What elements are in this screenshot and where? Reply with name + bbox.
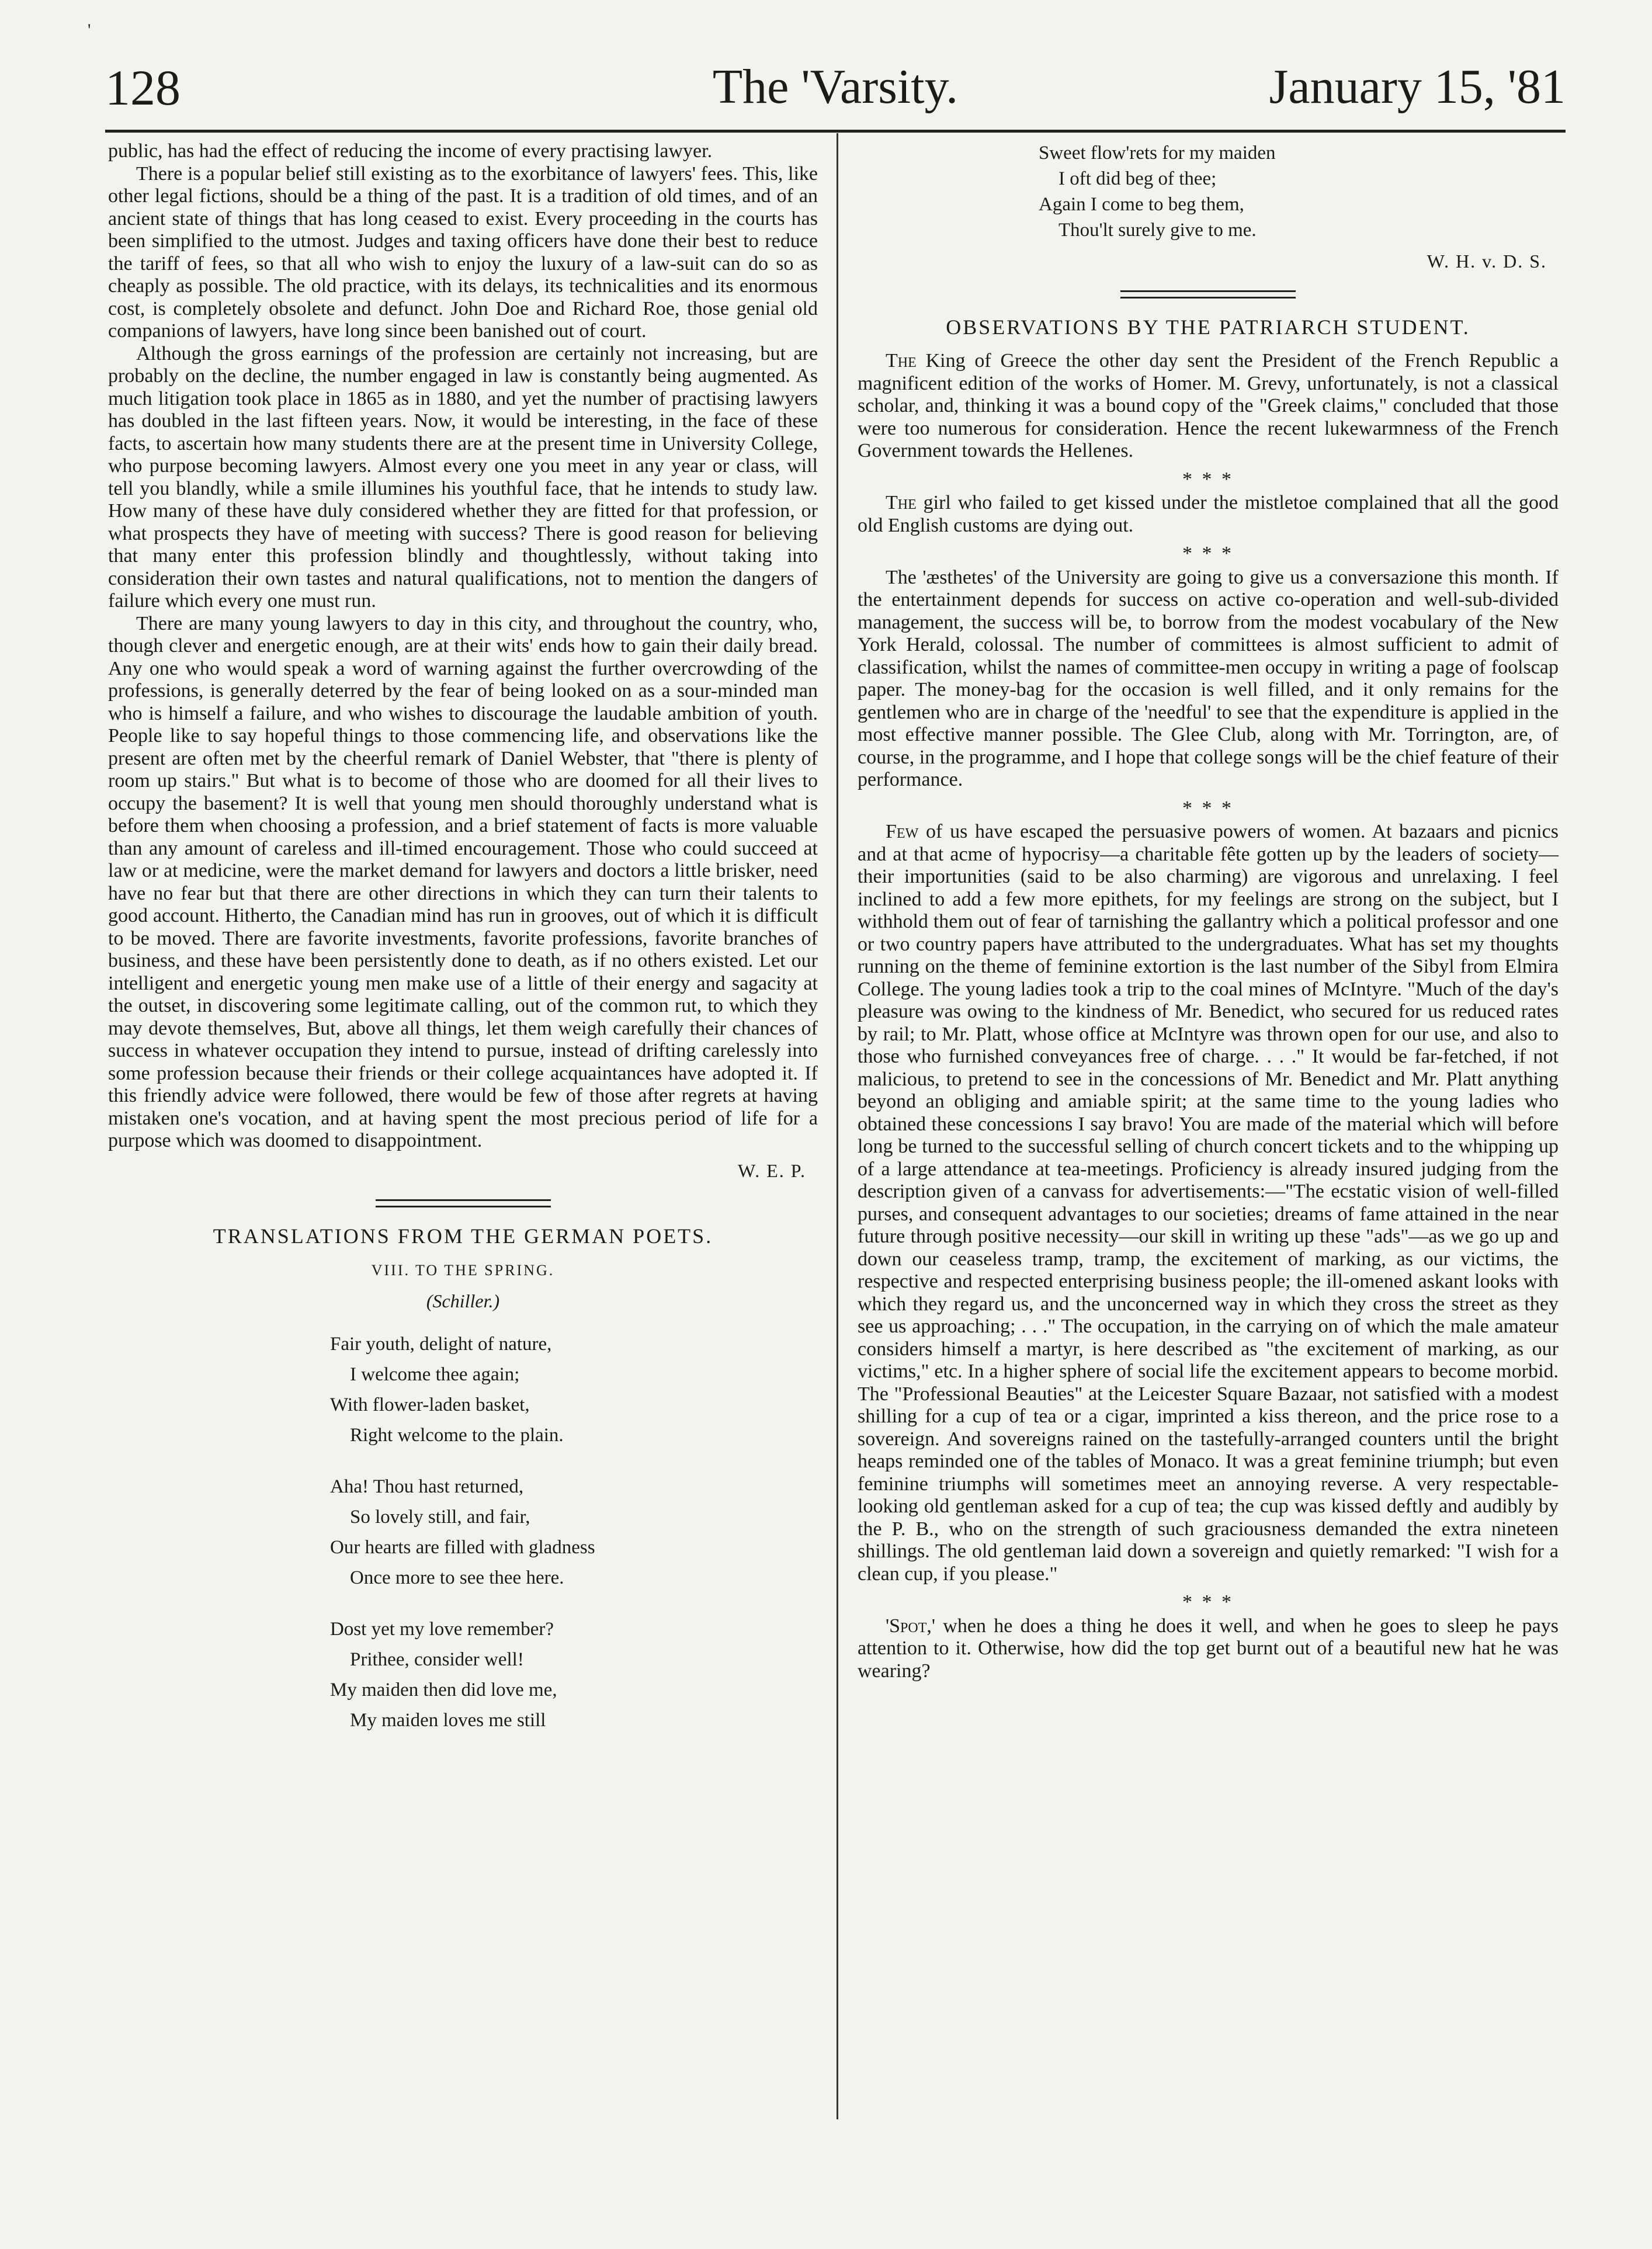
- poem-line: Thou'lt surely give to me.: [1058, 220, 1257, 241]
- observation-item: [858, 1615, 1559, 1683]
- article-paragraph: There is a popular belief still existing as to the exorbitance of lawyers' fees. This, like other legal fictions, should be a thing of the past. It is a tradition of old times, and of an ancient state of things that has long ceased to exist. Every proceeding in the courts has been simplified to the utmost. Judges and taxing officers have done their best to reduce the tariff of fees, so that all who wish to enjoy the luxury of a law-suit can do so as cheaply as possible. The old practice, with its delays, its technicalities and its enormous cost, is completely obsolete and defunct. John Doe and Richard Roe, those genial old companions of lawyers, have long since been banished out of court.: [108, 162, 818, 342]
- poem-line: Sweet flow'rets for my maiden: [1039, 143, 1276, 164]
- article-paragraph: There are many young lawyers to day in this city, and throughout the country, who, though clever and energetic enough, are at their wits' ends how to gain their daily bread. Any one who would speak a word of warning against the further overcrowding of the professions, is generally deterred by the fear of being looked on as a sour-minded man who is himself a failure, and who wishes to discourage the laudable ambition of youth. People like to say hopeful things to those commencing life, and observations like the present are often met by the cheerful remark of Daniel Webster, that "there is plenty of room up stairs." But what is to become of those who are doomed for all their lives to occupy the basement? It is well that young men should thoroughly understand what is before them when choosing a profession, and a brief statement of facts is more valuable than any amount of careless and ill-timed encouragement. Those who could succeed at law or at medicine, were the market demand for lawyers and doctors a little brisker, need have no fear but that there are other directions in which they can turn their talents to good account. Hitherto, the Canadian mind has run in grooves, out of which it is difficult to be moved. There are favorite investments, favorite professions, favorite branches of business, and these have been persistently done to death, as if no others existed. Let our intelligent and energetic young men make use of a little of their energy and sagacity at the outset, in discovering some legitimate calling, out of the common rut, to which they may devote themselves, But, above all things, let them weigh carefully their chances of success in whatever occupation they intend to pursue, instead of drifting carelessly into some profession because their friends or their college acquaintances have adopted it. If this friendly advice were followed, there would be few of those after regrets at having mistaken one's vocation, and at having spent the most precious period of life for a purpose which was doomed to disappointment.: [108, 612, 818, 1151]
- poem-line: Fair youth, delight of nature,: [330, 1333, 552, 1355]
- section-divider: [1120, 290, 1296, 299]
- observation-item: [858, 492, 1559, 537]
- poem-line: My maiden then did love me,: [330, 1679, 557, 1700]
- header-rule: [105, 130, 1566, 133]
- article-paragraph: public, has had the effect of reducing the income of every practising lawyer.: [108, 140, 713, 162]
- observation-item: [858, 350, 1559, 463]
- item-lead: Few: [886, 821, 919, 842]
- item-lead: 'Spot,': [886, 1615, 936, 1637]
- poem-line: Dost yet my love remember?: [330, 1618, 554, 1640]
- column-divider: [837, 133, 838, 2119]
- poem-continuation: [1039, 140, 1559, 243]
- masthead: [105, 58, 1566, 123]
- poem-subheading: VIII. TO THE SPRING.: [371, 1261, 555, 1279]
- asterism: * * *: [1182, 468, 1234, 490]
- poem-signature: W. H. v. D. S.: [1427, 251, 1547, 272]
- poem-stanza: [330, 1329, 818, 1450]
- asterism: * * *: [1182, 543, 1234, 564]
- poem-line: I welcome thee again;: [350, 1363, 520, 1385]
- margin-mark: ': [88, 20, 91, 40]
- poem-line: With flower-laden basket,: [330, 1394, 530, 1415]
- poem-heading: TRANSLATIONS FROM THE GERMAN POETS.: [213, 1224, 713, 1248]
- item-lead: The: [886, 350, 917, 372]
- item-lead: The: [886, 492, 917, 513]
- poem-line: Right welcome to the plain.: [350, 1424, 564, 1446]
- item-text: of us have escaped the persuasive powers of women. At bazaars and picnics and at that acme of hypocrisy—a charitable fête gotten up by the leaders of society—their importunities (said to be also charming) are vigorous and unrelaxing. I feel inclined to add a few more epithets, for my feelings are strong on the subject, but I withhold them out of fear of tarnishing the gallantry which a political professor and one or two country papers have attributed to the undergraduates. What has set my thoughts running on the theme of feminine extortion is the last number of the Sibyl from Elmira College. The young ladies took a trip to the coal mines of McIntyre. "Much of the day's pleasure was owing to the kindness of Mr. Benedict, who secured for us reduced rates by rail; to Mr. Platt, whose office at McIntyre was thrown open for our use, and also to those who furnished conveyances free of charge. . . ." It would be far-fetched, if not malicious, to pretend to see in the concessions of Mr. Benedict and Mr. Platt anything beyond an obliging and amiable spirit; at the same time to the young ladies who obtained these concessions I say bravo! You are made of the material which will before long be turned to the successful selling of church concert tickets and to the whipping up of a large attendance at tea-meetings. Proficiency is already insured judging from the description given of a canvass for advertisements:—"The ecstatic vision of well-filled purses, and consequent advantages to our societies; dreams of fame attained in the near future through positive necessity—our skill in writing up these "ads"—as we go up and down our ceaseless tramp, tramp, the excitement of marking, as our victims, the respective and respected enterprising business people; the ill-omened askant looks with which they regard us, and the unconcerned way in which they cross the street as they see us approaching; . . ." The occupation, in the carrying on of which the male amateur considers himself a martyr, is here described as "the excitement of marking, as our victims," etc. In a higher sphere of social life the excitement appears to become morbid. The "Professional Beauties" at the Leicester Square Bazaar, not satisfied with a modest shilling for a cup of tea or a cigar, imprinted a kiss thereon, and the price rose to a sovereign. And sovereigns rained on the tastefully-arranged counters until the bright heaps reminded one of the tables of Monaco. It was a great feminine triumph; but even feminine triumphs will sometimes meet an annoying reverse. A very respectable-looking old gentleman asked for a cup of tea; the cup was kissed deftly and audibly by the P. B., who on the strength of such graciousness demanded the extra nineteen shillings. The old gentleman laid down a sovereign and quietly remarked: "I wish for a clean cup, if you please.": [858, 821, 1559, 1585]
- poem-line: Prithee, consider well!: [350, 1648, 524, 1670]
- article-signature: W. E. P.: [737, 1160, 806, 1181]
- item-text: girl who failed to get kissed under the mistletoe complained that all the good old English customs are dying out.: [858, 492, 1559, 536]
- section-divider: [376, 1199, 551, 1207]
- left-column: [108, 140, 818, 1757]
- item-text: when he does a thing he does it well, and when he goes to sleep he pays attention to it. Otherwise, how did the top get burnt out of a beautiful new hat he was wearing?: [858, 1615, 1559, 1682]
- poem-line: Again I come to beg them,: [1039, 194, 1244, 215]
- poem-line: So lovely still, and fair,: [350, 1506, 530, 1528]
- poem-stanza: [330, 1471, 818, 1593]
- article-paragraph: Although the gross earnings of the profession are certainly not increasing, but are probably on the decline, the number engaged in law is constantly being augmented. As much litigation took place in 1865 as in 1880, and yet the number of practising lawyers has doubled in the last fifteen years. Now, it would be interesting, in the face of these facts, to ascertain how many students there are at the present time in University College, who purpose becoming lawyers. Almost every one you meet in any year or class, will tell you blandly, while a smile illumines his youthful face, that he intends to study law. How many of these have duly considered whether they are fitted for that profession, or what prospects they have of meeting with success? There is good reason for believing that many enter this profession blindly and thoughtlessly, without taking into consideration their own tastes and natural qualifications, not to mention the dangers of failure which every one must run.: [108, 342, 818, 612]
- poem-line: My maiden loves me still: [350, 1709, 546, 1731]
- asterism: * * *: [1182, 1591, 1234, 1613]
- issue-date: January 15, '81: [1269, 60, 1566, 114]
- asterism: * * *: [1182, 797, 1234, 819]
- right-column: [858, 140, 1559, 1682]
- poem-line: Aha! Thou hast returned,: [330, 1476, 524, 1497]
- publication-title: The 'Varsity.: [712, 60, 959, 114]
- observation-item: [858, 567, 1559, 792]
- poem-line: Our hearts are filled with gladness: [330, 1536, 595, 1558]
- poem-author: (Schiller.): [426, 1290, 500, 1311]
- item-text: 'æsthetes' of the University are going to give us a conversazione this month. If the entertainment depends for success on active co-operation and well-sub-divided management, the success will be, to borrow from the modest vocabulary of the New York Herald, colossal. The number of committees is almost sufficient to admit of classification, whilst the names of committee-men occupy in writing a page of foolscap paper. The money-bag for the occasion is well filled, and it only remains for the gentlemen who are in charge of the 'needful' to see that the expenditure is applied in the most effective manner possible. The Glee Club, along with Mr. Torrington, are, of course, in the programme, and I hope that college songs will be the chief feature of their performance.: [858, 566, 1559, 790]
- page-number: 128: [105, 60, 181, 116]
- poem-line: I oft did beg of thee;: [1058, 168, 1217, 189]
- poem-line: Once more to see thee here.: [350, 1567, 564, 1588]
- observations-heading: OBSERVATIONS BY THE PATRIARCH STUDENT.: [946, 315, 1470, 339]
- item-text: King of Greece the other day sent the President of the French Republic a magnificent edition of the works of Homer. M. Grevy, unfortunately, is not a classical scholar, and, thinking it was a bound copy of the "Greek claims," concluded that those were too numerous for consideration. Hence the recent lukewarmness of the French Government towards the Hellenes.: [858, 350, 1559, 461]
- observation-item: [858, 821, 1559, 1585]
- poem-stanza: [330, 1614, 818, 1736]
- item-lead: The: [886, 566, 917, 588]
